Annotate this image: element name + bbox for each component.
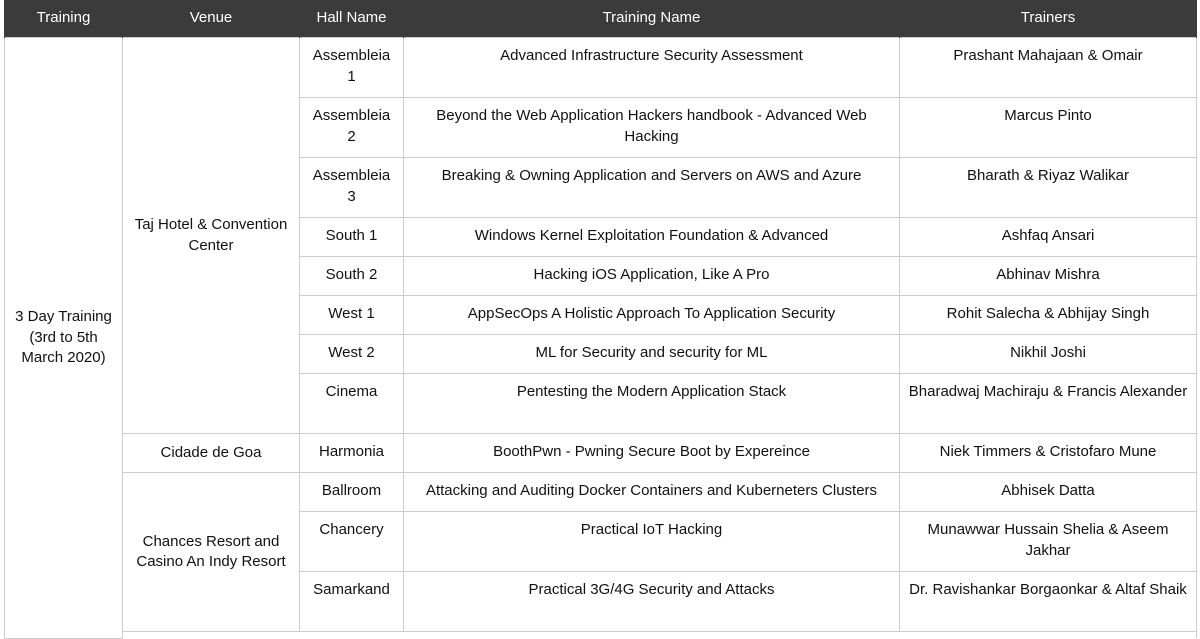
- training-name-cell: Beyond the Web Application Hackers handbook - Advanced Web Hacking: [404, 98, 900, 158]
- table-row: [5, 473, 1197, 512]
- hall-cell: Harmonia: [300, 434, 404, 473]
- schedule-table-container: [4, 0, 1196, 639]
- header-venue: Venue: [123, 0, 300, 38]
- training-name-cell: Advanced Infrastructure Security Assessment: [404, 38, 900, 98]
- training-period-cell: 3 Day Training (3rd to 5th March 2020): [5, 38, 123, 639]
- table-row: [5, 434, 1197, 473]
- trainers-cell: Nikhil Joshi: [900, 335, 1197, 374]
- header-training: Training: [5, 0, 123, 38]
- hall-cell: South 2: [300, 257, 404, 296]
- training-name-cell: AppSecOps A Holistic Approach To Application Security: [404, 296, 900, 335]
- training-name-cell: ML for Security and security for ML: [404, 335, 900, 374]
- trainers-cell: Bharath & Riyaz Walikar: [900, 158, 1197, 218]
- training-name-cell: Windows Kernel Exploitation Foundation & Advanced: [404, 218, 900, 257]
- hall-cell: South 1: [300, 218, 404, 257]
- trainers-cell: Rohit Salecha & Abhijay Singh: [900, 296, 1197, 335]
- venue-cell: Taj Hotel & Convention Center: [123, 38, 300, 434]
- hall-cell: Assembleia 3: [300, 158, 404, 218]
- hall-cell: Ballroom: [300, 473, 404, 512]
- trainers-cell: Munawwar Hussain Shelia & Aseem Jakhar: [900, 512, 1197, 572]
- trainers-cell: Dr. Ravishankar Borgaonkar & Altaf Shaik: [900, 572, 1197, 632]
- header-hall-name: Hall Name: [300, 0, 404, 38]
- hall-cell: West 1: [300, 296, 404, 335]
- trainers-cell: Marcus Pinto: [900, 98, 1197, 158]
- venue-cell: Chances Resort and Casino An Indy Resort: [123, 473, 300, 632]
- training-name-cell: Breaking & Owning Application and Servers on AWS and Azure: [404, 158, 900, 218]
- table-body: [5, 38, 1197, 639]
- hall-cell: West 2: [300, 335, 404, 374]
- training-name-cell: Practical 3G/4G Security and Attacks: [404, 572, 900, 632]
- header-row: [5, 0, 1197, 38]
- training-name-cell: Pentesting the Modern Application Stack: [404, 374, 900, 434]
- trainers-cell: Abhinav Mishra: [900, 257, 1197, 296]
- hall-cell: Samarkand: [300, 572, 404, 632]
- hall-cell: Cinema: [300, 374, 404, 434]
- header-training-name: Training Name: [404, 0, 900, 38]
- hall-cell: Assembleia 2: [300, 98, 404, 158]
- hall-cell: Assembleia 1: [300, 38, 404, 98]
- training-schedule-table: [4, 0, 1197, 639]
- training-name-cell: Attacking and Auditing Docker Containers and Kuberneters Clusters: [404, 473, 900, 512]
- training-name-cell: Hacking iOS Application, Like A Pro: [404, 257, 900, 296]
- trainers-cell: Abhisek Datta: [900, 473, 1197, 512]
- trainers-cell: Niek Timmers & Cristofaro Mune: [900, 434, 1197, 473]
- training-name-cell: BoothPwn - Pwning Secure Boot by Expereince: [404, 434, 900, 473]
- trainers-cell: Prashant Mahajaan & Omair: [900, 38, 1197, 98]
- training-name-cell: Practical IoT Hacking: [404, 512, 900, 572]
- header-trainers: Trainers: [900, 0, 1197, 38]
- trainers-cell: Ashfaq Ansari: [900, 218, 1197, 257]
- venue-cell: Cidade de Goa: [123, 434, 300, 473]
- table-header: [5, 0, 1197, 38]
- hall-cell: Chancery: [300, 512, 404, 572]
- trainers-cell: Bharadwaj Machiraju & Francis Alexander: [900, 374, 1197, 434]
- table-row: [5, 38, 1197, 98]
